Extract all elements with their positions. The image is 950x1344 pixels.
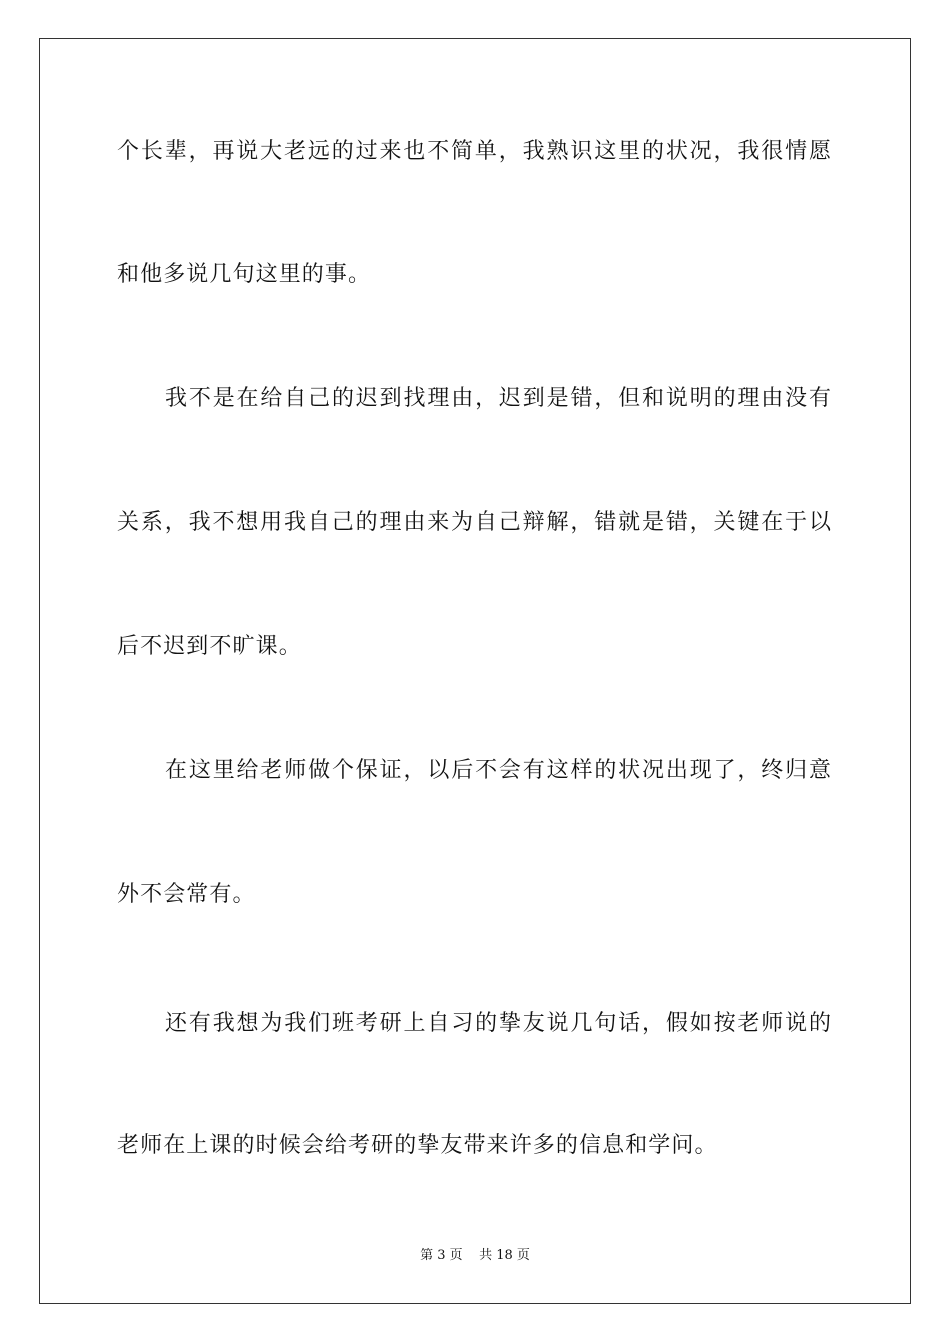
- paragraph-line: 后不迟到不旷课。: [117, 634, 302, 659]
- paragraph-line: 在这里给老师做个保证，以后不会有这样的状况出现了，终归意: [165, 758, 831, 783]
- paragraph-line: 老师在上课的时候会给考研的挚友带来许多的信息和学问。: [117, 1133, 718, 1158]
- paragraph-line: 还有我想为我们班考研上自习的挚友说几句话，假如按老师说的: [165, 1011, 831, 1036]
- paragraph-line: 外不会常有。: [117, 882, 256, 907]
- page-number-footer: 第 3 页 共 18 页: [420, 1248, 530, 1263]
- paragraph-line: 关系，我不想用我自己的理由来为自己辩解，错就是错，关键在于以: [117, 510, 831, 535]
- paragraph-line: 我不是在给自己的迟到找理由，迟到是错，但和说明的理由没有: [165, 386, 831, 411]
- paragraph-line: 和他多说几句这里的事。: [117, 262, 372, 287]
- page-border: [39, 38, 911, 1304]
- paragraph-line: 个长辈，再说大老远的过来也不简单，我熟识这里的状况，我很情愿: [117, 139, 831, 164]
